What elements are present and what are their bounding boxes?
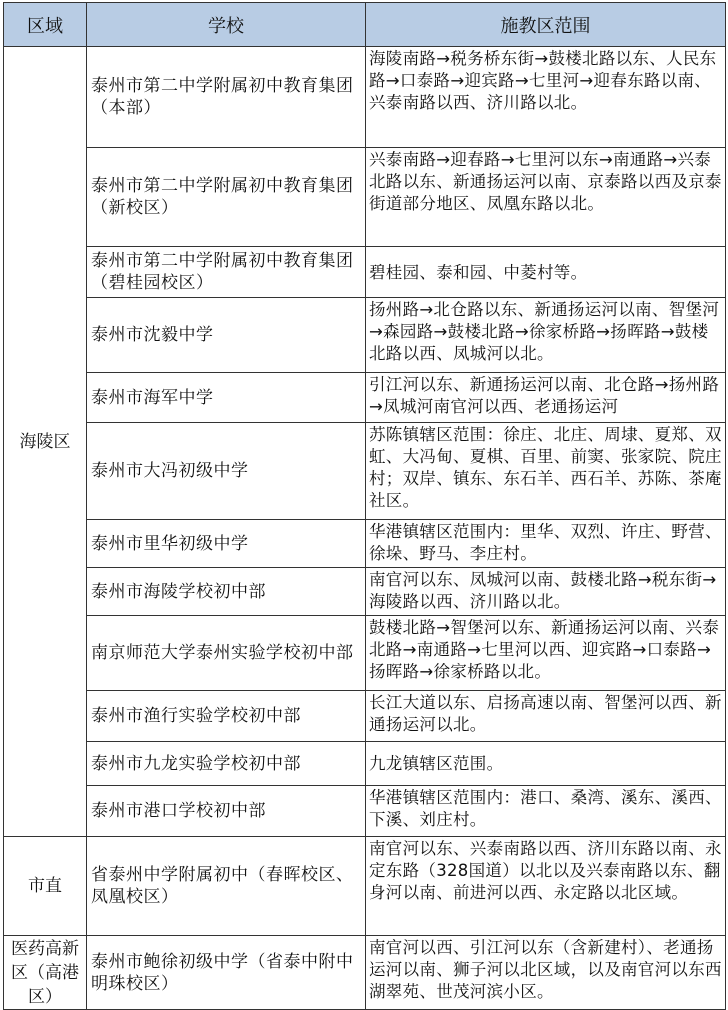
table-row [4, 373, 726, 423]
range-cell: 扬州路→北仓路以东、新通扬运河以南、智堡河→森园路→鼓楼北路→徐家桥路→扬晖路→鼓楼北路以西、凤城河以北。 [366, 298, 726, 373]
district-cell: 医药高新区（高港区） [4, 936, 87, 1010]
school-cell: 泰州市第二中学附属初中教育集团（新校区） [87, 148, 366, 247]
table-row [4, 786, 726, 837]
range-cell: 苏陈镇辖区范围：徐庄、北庄、周埭、夏郑、双虹、大冯甸、夏棋、百里、前窦、张家院、院庄村；双岸、镇东、东石羊、西石羊、苏陈、茶庵社区。 [366, 423, 726, 520]
table-row [4, 148, 726, 247]
header-row [4, 3, 726, 47]
header-school: 学校 [87, 3, 366, 47]
range-cell: 华港镇辖区范围内：港口、桑湾、溪东、溪西、下溪、刘庄村。 [366, 786, 726, 837]
range-cell: 南官河以东、兴泰南路以西、济川东路以南、永定东路（328国道）以北以及兴泰南路以东、翻身河以南、前进河以西、永定路以北区域。 [366, 837, 726, 936]
school-cell: 泰州市里华初级中学 [87, 520, 366, 568]
school-district-table [3, 2, 726, 1010]
district-cell: 海陵区 [4, 47, 87, 837]
range-cell: 南官河以东、凤城河以南、鼓楼北路→税东街→海陵路以西、济川路以北。 [366, 568, 726, 616]
table-row [4, 742, 726, 786]
table-row [4, 423, 726, 520]
table-row [4, 520, 726, 568]
range-cell: 兴泰南路→迎春路→七里河以东→南通路→兴泰北路以东、新通扬运河以南、京泰路以西及京泰街道部分地区、凤凰东路以北。 [366, 148, 726, 247]
school-cell: 泰州市海陵学校初中部 [87, 568, 366, 616]
table-row [4, 616, 726, 691]
school-cell: 南京师范大学泰州实验学校初中部 [87, 616, 366, 691]
range-cell: 碧桂园、泰和园、中菱村等。 [366, 247, 726, 298]
table-row [4, 247, 726, 298]
school-cell: 泰州市鲍徐初级中学（省泰中附中明珠校区） [87, 936, 366, 1010]
school-cell: 泰州市渔行实验学校初中部 [87, 691, 366, 742]
header-range: 施教区范围 [366, 3, 726, 47]
table-row [4, 837, 726, 936]
range-cell: 鼓楼北路→智堡河以东、新通扬运河以南、兴泰北路→南通路→七里河以西、迎宾路→口泰路→扬晖路→徐家桥路以北。 [366, 616, 726, 691]
range-cell: 海陵南路→税务桥东街→鼓楼北路以东、人民东路→口泰路→迎宾路→七里河→迎春东路以南、兴泰南路以西、济川路以北。 [366, 47, 726, 148]
header-district: 区域 [4, 3, 87, 47]
table-row [4, 47, 726, 148]
range-cell: 南官河以西、引江河以东（含新建村）、老通扬运河以南、狮子河以北区域，以及南官河以东西湖翠苑、世茂河滨小区。 [366, 936, 726, 1010]
school-cell: 泰州市大冯初级中学 [87, 423, 366, 520]
range-cell: 引江河以东、新通扬运河以南、北仓路→扬州路→凤城河南官河以西、老通扬运河 [366, 373, 726, 423]
range-cell: 长江大道以东、启扬高速以南、智堡河以西、新通扬运河以北。 [366, 691, 726, 742]
table-row [4, 568, 726, 616]
district-cell: 市直 [4, 837, 87, 936]
school-cell: 泰州市沈毅中学 [87, 298, 366, 373]
range-cell: 华港镇辖区范围内：里华、双烈、许庄、野营、徐垛、野马、李庄村。 [366, 520, 726, 568]
school-cell: 泰州市第二中学附属初中教育集团（本部） [87, 47, 366, 148]
table-row [4, 936, 726, 1010]
school-cell: 泰州市九龙实验学校初中部 [87, 742, 366, 786]
range-cell: 九龙镇辖区范围。 [366, 742, 726, 786]
school-cell: 泰州市第二中学附属初中教育集团（碧桂园校区） [87, 247, 366, 298]
table-row [4, 298, 726, 373]
school-cell: 泰州市港口学校初中部 [87, 786, 366, 837]
school-cell: 省泰州中学附属初中（春晖校区、凤凰校区） [87, 837, 366, 936]
school-cell: 泰州市海军中学 [87, 373, 366, 423]
table-row [4, 691, 726, 742]
